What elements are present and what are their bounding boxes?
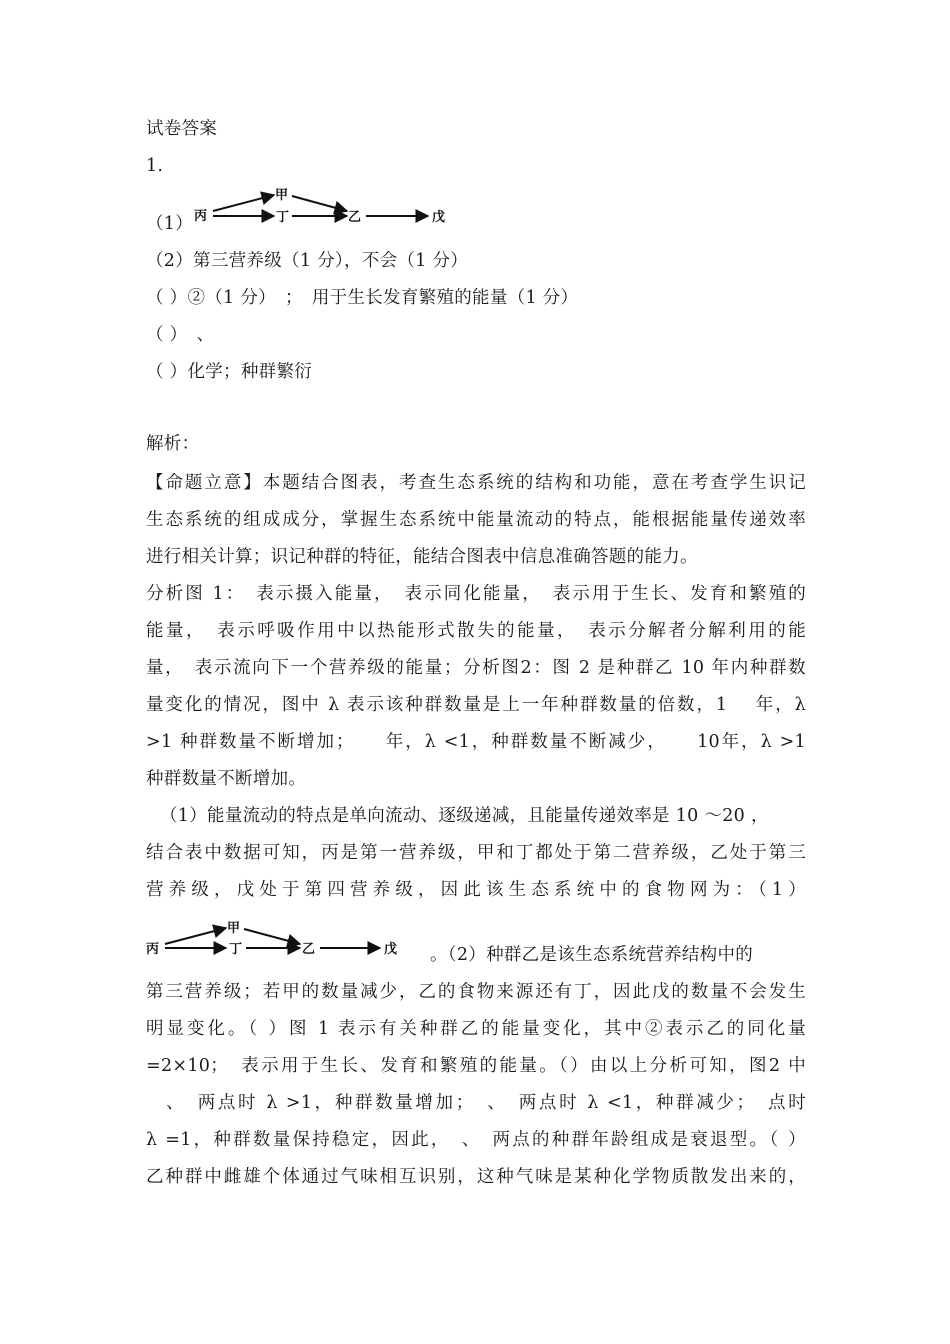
node-bing: 丙 xyxy=(146,942,160,957)
analysis-line: 种群数量不断增加。 xyxy=(146,769,307,789)
food-web-diagram-analysis xyxy=(144,918,424,964)
edge-bing-jia xyxy=(165,928,226,944)
doc-title: 试卷答案 xyxy=(146,119,218,139)
analysis-heading: 解析： xyxy=(146,434,200,454)
node-ding: 丁 xyxy=(229,942,243,957)
question-number: 1. xyxy=(146,156,164,176)
analysis-after-web: 。（2）种群乙是该生态系统营养结构中的 xyxy=(430,945,754,965)
answer-4: （ ） 、 xyxy=(146,325,215,345)
analysis-line: 能量， 表示呼吸作用中以热能形式散失的能量， 表示分解者分解利用的能 xyxy=(146,621,806,641)
analysis-line: （1）能量流动的特点是单向流动、逐级递减，且能量传递效率是 10 ～20 ， xyxy=(160,806,769,826)
analysis-line: 结合表中数据可知，丙是第一营养级，甲和丁都处于第二营养级，乙处于第三 xyxy=(146,843,806,863)
node-yi: 乙 xyxy=(348,210,362,225)
answer-3: （ ）②（1 分） ； 用于生长发育繁殖的能量（1 分） xyxy=(146,288,579,308)
food-web-diagram-answer xyxy=(188,184,468,234)
analysis-line: 营养级，戊处于第四营养级，因此该生态系统中的食物网为：（1） xyxy=(146,880,806,900)
analysis-line: 【命题立意】本题结合图表，考查生态系统的结构和功能，意在考查学生识记 xyxy=(146,473,806,493)
edge-jia-yi xyxy=(292,196,347,211)
analysis-line: 明显变化。（ ）图 1 表示有关种群乙的能量变化，其中②表示乙的同化量 xyxy=(146,1019,806,1039)
node-jia: 甲 xyxy=(227,921,241,936)
node-bing: 丙 xyxy=(194,209,208,224)
analysis-line: λ =1，种群数量保持稳定，因此， 、 两点的种群年龄组成是衰退型。（ ） xyxy=(146,1130,806,1150)
analysis-line: 第三营养级；若甲的数量减少，乙的食物来源还有丁，因此戊的数量不会发生 xyxy=(146,982,806,1002)
node-yi: 乙 xyxy=(302,942,316,957)
edge-bing-jia xyxy=(213,195,274,211)
answer-5: （ ）化学；种群繁衍 xyxy=(146,362,313,382)
analysis-line: 量变化的情况，图中 λ 表示该种群数量是上一年种群数量的倍数，1 年，λ xyxy=(146,695,806,715)
answer-2: （2）第三营养级（1 分），不会（1 分） xyxy=(146,251,469,271)
analysis-line: 分析图 1： 表示摄入能量， 表示同化能量， 表示用于生长、发育和繁殖的 xyxy=(146,584,806,604)
node-jia: 甲 xyxy=(275,188,289,203)
node-wu: 戊 xyxy=(432,210,446,225)
node-ding: 丁 xyxy=(276,210,290,225)
analysis-line: 乙种群中雌雄个体通过气味相互识别，这种气味是某种化学物质散发出来的， xyxy=(146,1167,806,1187)
edge-jia-yi xyxy=(244,929,300,944)
answer-1-label: （1） xyxy=(146,214,194,234)
analysis-line: >1 种群数量不断增加； 年，λ <1，种群数量不断减少， 10年，λ >1 xyxy=(146,732,806,752)
analysis-line: 、 两点时 λ >1，种群数量增加； 、 两点时 λ <1，种群减少； 点时 xyxy=(146,1093,806,1113)
analysis-line: 生态系统的组成成分，掌握生态系统中能量流动的特点，能根据能量传递效率 xyxy=(146,510,806,530)
analysis-line: =2×10； 表示用于生长、发育和繁殖的能量。（）由以上分析可知，图2 中 xyxy=(146,1056,806,1076)
analysis-line: 量， 表示流向下一个营养级的能量；分析图2：图 2 是种群乙 10 年内种群数 xyxy=(146,658,806,678)
node-wu: 戊 xyxy=(384,942,398,957)
analysis-line: 进行相关计算；识记种群的特征，能结合图表中信息准确答题的能力。 xyxy=(146,547,698,567)
